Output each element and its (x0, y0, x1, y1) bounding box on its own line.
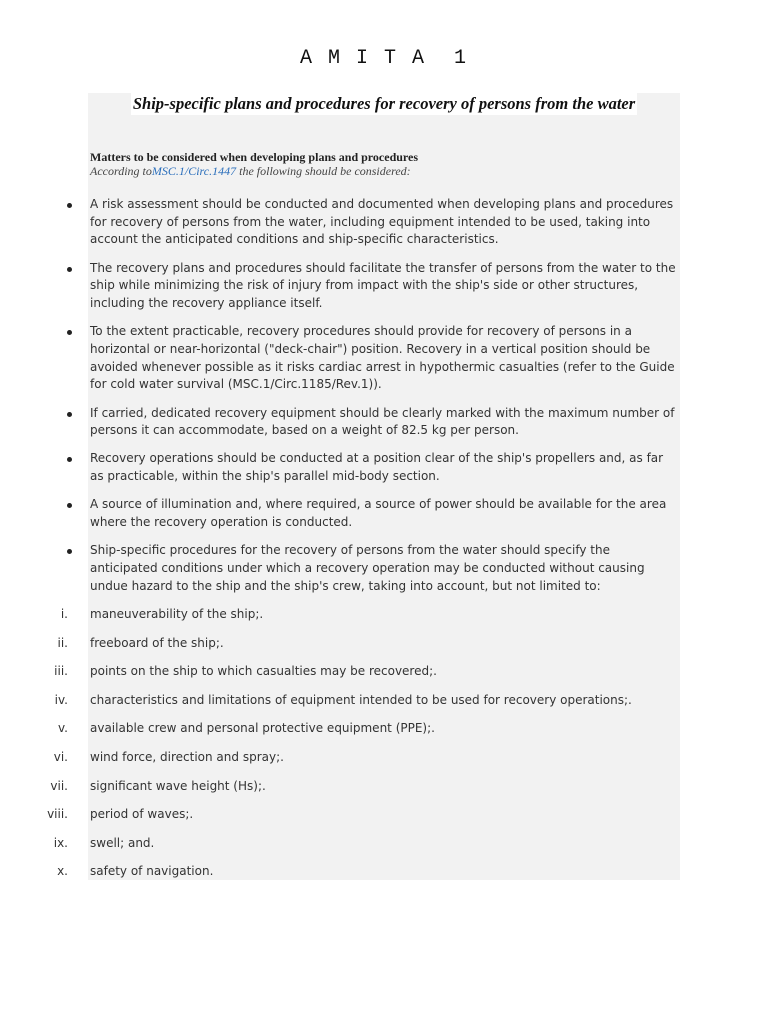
list-item-text: maneuverability of the ship;. (90, 607, 264, 621)
list-marker: vii. (50, 778, 68, 793)
list-item-text: The recovery plans and procedures should facilitate the transfer of persons from the water to the ship while minimizing the risk of injury from impact with the ship's side or other structures, including the recovery appliance itself. (90, 260, 676, 311)
list-item-text: available crew and personal protective equipment (PPE);. (90, 721, 435, 736)
list-item (0, 806, 768, 835)
list-item (0, 749, 768, 778)
list-item (0, 863, 768, 892)
list-item (0, 496, 768, 531)
list-item-text: To the extent practicable, recovery procedures should provide for recovery of persons in a horizontal or near-horizontal ("deck-chair") position. Recovery in a vertical position should be avoided whenever possible as it risks cardiac arrest in hypothermic casualties (refer to the Guide for cold water survival (MSC.1/Circ.1185/Rev.1)). (90, 324, 675, 392)
list-item (0, 450, 768, 485)
section-heading-wrapper (88, 93, 680, 115)
bullet-icon (67, 549, 72, 554)
list-item-text: If carried, dedicated recovery equipment should be clearly marked with the maximum number of persons it can accommodate, based on a weight of 82.5 kg per person. (90, 405, 675, 438)
list-item-text: A risk assessment should be conducted and documented when developing plans and procedures for recovery of persons from the water, including equipment intended to be used, taking into account the anticipated conditions and ship-specific characteristics. (90, 197, 674, 247)
list-marker: ix. (53, 835, 68, 850)
list-marker: ii. (57, 635, 68, 650)
bullet-icon (67, 412, 72, 417)
list-marker: i. (60, 607, 68, 621)
list-item (0, 260, 768, 313)
list-item (0, 405, 768, 440)
list-marker: x. (57, 864, 68, 879)
intro-text (90, 164, 411, 178)
list-item-text: freeboard of the ship;. (90, 635, 224, 650)
list-marker: vi. (53, 749, 68, 764)
bullet-icon (67, 267, 72, 272)
list-marker: iii. (54, 664, 68, 679)
list-item (0, 606, 768, 635)
list-item (0, 663, 768, 692)
list-item-text: safety of navigation. (90, 864, 214, 879)
list-marker: v. (58, 721, 68, 736)
bullet-icon (67, 503, 72, 508)
list-item-text: significant wave height (Hs);. (90, 778, 266, 793)
list-item (0, 542, 768, 595)
list-item-text: characteristics and limitations of equipment intended to be used for recovery operations;. (90, 692, 632, 707)
intro-prefix: According to (90, 164, 152, 178)
roman-list (0, 606, 768, 892)
list-item (0, 196, 768, 249)
intro-suffix: the following should be considered: (236, 164, 411, 178)
list-item (0, 635, 768, 664)
circular-link[interactable]: MSC.1/Circ.1447 (151, 164, 237, 178)
bullet-icon (67, 203, 72, 208)
list-item-text: Ship-specific procedures for the recovery of persons from the water should specify the anticipated conditions under which a recovery operation may be conducted without causing undue hazard to the ship and the ship's crew, taking into account, but not limited to: (90, 543, 645, 593)
list-marker: viii. (47, 807, 68, 822)
list-item (0, 778, 768, 807)
list-item-text: A source of illumination and, where required, a source of power should be available for the area where the recovery operation is conducted. (90, 497, 667, 530)
list-item (0, 835, 768, 864)
list-item-text: points on the ship to which casualties may be recovered;. (90, 664, 437, 679)
list-item-text: wind force, direction and spray;. (90, 749, 284, 764)
list-item (0, 323, 768, 394)
list-item (0, 692, 768, 721)
section-heading: Ship-specific plans and procedures for recovery of persons from the water (132, 94, 636, 113)
bullet-icon (67, 330, 72, 335)
list-item-text: period of waves;. (90, 807, 194, 822)
list-item (0, 720, 768, 749)
subheading: Matters to be considered when developing plans and procedures (90, 150, 419, 164)
bullet-list (0, 196, 768, 606)
document-title: A M I T A 1 (299, 47, 469, 70)
list-marker: iv. (54, 692, 68, 707)
list-item-text: Recovery operations should be conducted at a position clear of the ship's propellers and, as far as practicable, within the ship's parallel mid-body section. (90, 451, 664, 484)
bullet-icon (67, 457, 72, 462)
list-item-text: swell; and. (90, 835, 155, 850)
